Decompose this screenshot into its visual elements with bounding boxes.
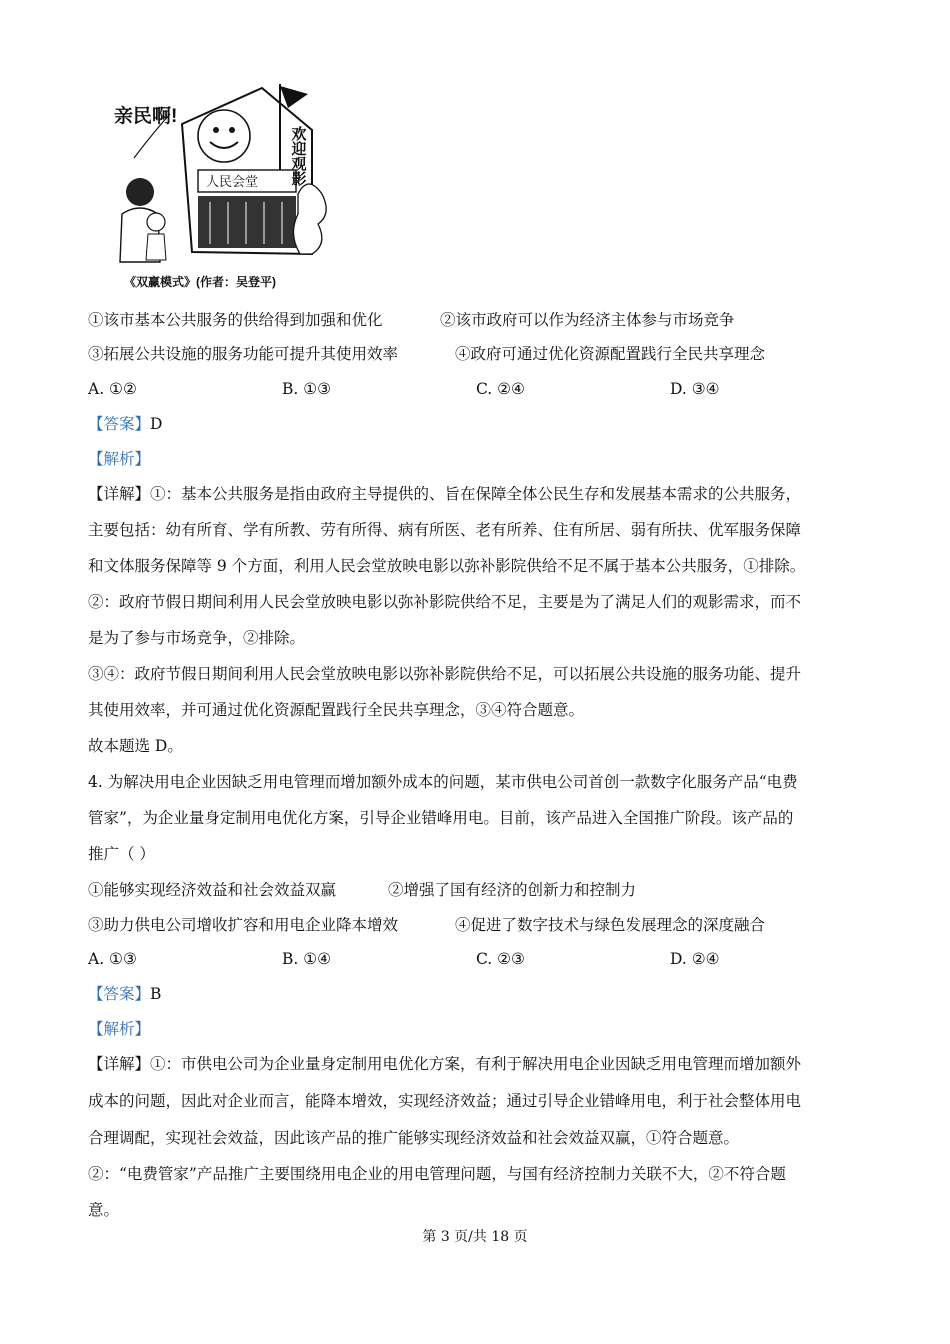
cartoon-caption: 《双赢模式》(作者：吴登平) — [124, 275, 276, 289]
q4-statement-3: ③助力供电公司增收扩容和用电企业降本增效 — [88, 916, 399, 934]
cartoon-speech: 亲民啊! — [114, 106, 178, 127]
q4-statement-4: ④促进了数字技术与绿色发展理念的深度融合 — [455, 916, 766, 934]
answer-value: B — [150, 985, 162, 1003]
q3-conclusion: 故本题选 D。 — [88, 737, 183, 755]
q3-detail-line: 是为了参与市场竞争，②排除。 — [88, 629, 306, 647]
q4-option-a: A. ①③ — [88, 950, 137, 968]
q3-detail-line: 主要包括：幼有所育、学有所教、劳有所得、病有所医、老有所养、住有所居、弱有所扶、优军服务保障 — [88, 521, 802, 539]
detail-tag: 【详解】 — [88, 485, 151, 503]
q3-option-d: D. ③④ — [670, 380, 720, 398]
q4-stem-line: 4. 为解决用电企业因缺乏用电管理而增加额外成本的问题，某市供电公司首创一款数字化服务产品“电费 — [88, 773, 798, 791]
q4-detail-line — [88, 1054, 801, 1074]
q4-detail-line: 成本的问题，因此对企业而言，能降本增效，实现经济效益；通过引导企业错峰用电，利于社会整体用电 — [88, 1092, 802, 1110]
detail-text: ①：市供电公司为企业量身定制用电优化方案，有利于解决用电企业因缺乏用电管理而增加额外 — [150, 1055, 802, 1073]
q3-detail-line: ③④：政府节假日期间利用人民会堂放映电影以弥补影院供给不足，可以拓展公共设施的服务功能、提升 — [88, 665, 802, 683]
q3-statement-1: ①该市基本公共服务的供给得到加强和优化 — [88, 311, 383, 329]
q4-detail-line: ②：“电费管家”产品推广主要围绕用电企业的用电管理问题，与国有经济控制力关联不大，②不符合题 — [88, 1165, 786, 1183]
q4-stem-line: 推广（ ） — [88, 845, 155, 863]
q3-option-a: A. ①② — [88, 380, 137, 398]
q3-statement-4: ④政府可通过优化资源配置践行全民共享理念 — [455, 345, 766, 363]
building-sign: 人民会堂 — [206, 174, 259, 189]
q3-option-b: B. ①③ — [282, 380, 332, 398]
q4-statement-2: ②增强了国有经济的创新力和控制力 — [388, 881, 637, 899]
q3-statement-3: ③拓展公共设施的服务功能可提升其使用效率 — [88, 345, 399, 363]
q4-option-b: B. ①④ — [282, 950, 332, 968]
q3-analysis-tag: 【解析】 — [88, 450, 151, 468]
q4-statement-1: ①能够实现经济效益和社会效益双赢 — [88, 881, 337, 899]
q3-option-c: C. ②④ — [476, 380, 525, 398]
q4-detail-line: 合理调配，实现社会效益，因此该产品的推广能够实现经济效益和社会效益双赢，①符合题意。 — [88, 1129, 740, 1147]
page-footer: 第 3 页/共 18 页 — [422, 1229, 528, 1245]
answer-value: D — [150, 415, 163, 433]
cartoon-illustration — [112, 74, 332, 292]
detail-text: ①：基本公共服务是指由政府主导提供的、旨在保障全体公民生存和发展基本需求的公共服务， — [150, 485, 802, 503]
answer-tag: 【答案】 — [88, 415, 151, 433]
q4-stem-line: 管家”，为企业量身定制用电优化方案，引导企业错峰用电。目前，该产品进入全国推广阶段。该产品的 — [88, 809, 794, 827]
q3-detail-line: ②：政府节假日期间利用人民会堂放映电影以弥补影院供给不足，主要是为了满足人们的观影需求，而不 — [88, 593, 802, 611]
q3-detail-line — [88, 484, 801, 504]
q3-detail-line: 其使用效率，并可通过优化资源配置践行全民共享理念，③④符合题意。 — [88, 701, 585, 719]
q3-statement-2: ②该市政府可以作为经济主体参与市场竞争 — [440, 311, 735, 329]
flag-text: 欢迎观影 — [289, 126, 307, 186]
detail-tag: 【详解】 — [88, 1055, 151, 1073]
q3-detail-line: 和文体服务保障等 9 个方面，利用人民会堂放映电影以弥补影院供给不足不属于基本公共服务，①排除。 — [88, 557, 806, 575]
q4-analysis-tag: 【解析】 — [88, 1020, 151, 1038]
q4-option-c: C. ②③ — [476, 950, 525, 968]
q4-answer — [88, 984, 161, 1004]
q4-detail-line: 意。 — [88, 1201, 120, 1219]
answer-tag: 【答案】 — [88, 985, 151, 1003]
q3-answer — [88, 414, 162, 434]
q4-option-d: D. ②④ — [670, 950, 720, 968]
